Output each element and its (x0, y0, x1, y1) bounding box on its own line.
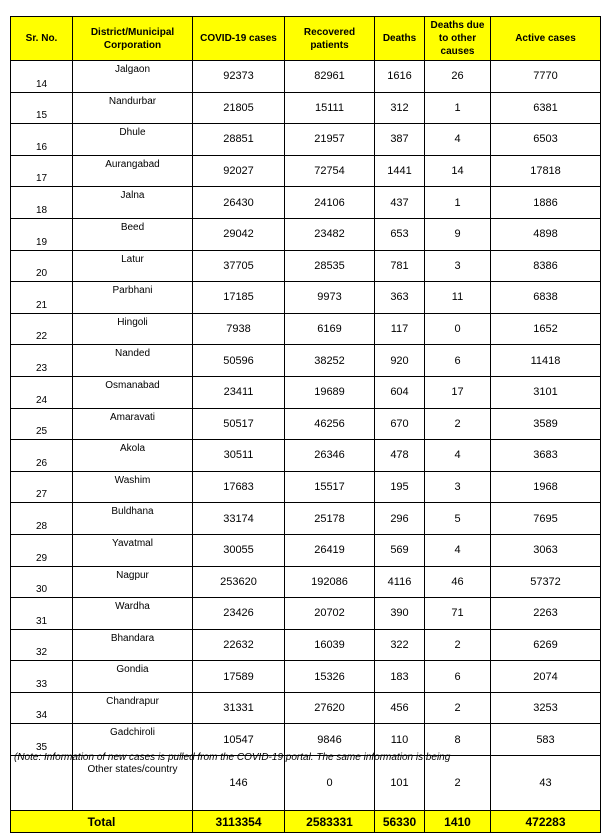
cell-cases: 146 (193, 756, 285, 811)
cell-deaths: 1441 (375, 155, 425, 187)
cell-sr-no: 30 (11, 566, 73, 598)
cell-active: 7770 (491, 61, 601, 93)
cell-cases: 30511 (193, 440, 285, 472)
cell-sr-no: 35 (11, 724, 73, 756)
cell-cases: 29042 (193, 218, 285, 250)
cell-district: Akola (73, 440, 193, 472)
table-row (11, 661, 601, 693)
cell-district: Wardha (73, 598, 193, 630)
cell-active: 8386 (491, 250, 601, 282)
total-other-deaths: 1410 (425, 811, 491, 833)
cell-recovered: 9846 (285, 724, 375, 756)
cell-deaths: 4116 (375, 566, 425, 598)
cell-recovered: 38252 (285, 345, 375, 377)
cell-sr-no: 16 (11, 124, 73, 156)
cell-sr-no: 25 (11, 408, 73, 440)
cell-active: 2074 (491, 661, 601, 693)
cell-recovered: 25178 (285, 503, 375, 535)
table-row (11, 376, 601, 408)
cell-deaths: 117 (375, 313, 425, 345)
cell-active: 17818 (491, 155, 601, 187)
cell-sr-no: 32 (11, 629, 73, 661)
cell-active: 3589 (491, 408, 601, 440)
cell-recovered: 9973 (285, 282, 375, 314)
cell-cases: 17589 (193, 661, 285, 693)
table-row (11, 534, 601, 566)
cell-recovered: 20702 (285, 598, 375, 630)
total-deaths: 56330 (375, 811, 425, 833)
table-row (11, 471, 601, 503)
cell-recovered: 15326 (285, 661, 375, 693)
cell-recovered: 15517 (285, 471, 375, 503)
cell-recovered: 26346 (285, 440, 375, 472)
cell-deaths: 322 (375, 629, 425, 661)
cell-district: Aurangabad (73, 155, 193, 187)
cell-cases: 253620 (193, 566, 285, 598)
cell-district: Nanded (73, 345, 193, 377)
cell-recovered: 27620 (285, 692, 375, 724)
cell-other-deaths: 3 (425, 471, 491, 503)
cell-deaths: 312 (375, 92, 425, 124)
header-deaths: Deaths (375, 17, 425, 61)
table-row (11, 566, 601, 598)
cell-cases: 21805 (193, 92, 285, 124)
cell-cases: 23426 (193, 598, 285, 630)
table-row (11, 598, 601, 630)
header-other-deaths: Deaths due to other causes (425, 17, 491, 61)
cell-recovered: 6169 (285, 313, 375, 345)
cell-deaths: 478 (375, 440, 425, 472)
cell-district: Gondia (73, 661, 193, 693)
cell-active: 1968 (491, 471, 601, 503)
cell-other-deaths: 71 (425, 598, 491, 630)
cell-recovered: 21957 (285, 124, 375, 156)
cell-deaths: 653 (375, 218, 425, 250)
cell-other-deaths: 2 (425, 692, 491, 724)
cell-cases: 17185 (193, 282, 285, 314)
cell-sr-no: 24 (11, 376, 73, 408)
table-row (11, 440, 601, 472)
header-recovered: Recovered patients (285, 17, 375, 61)
table-row (11, 345, 601, 377)
cell-sr-no: 34 (11, 692, 73, 724)
cell-other-deaths: 3 (425, 250, 491, 282)
header-active: Active cases (491, 17, 601, 61)
cell-cases: 50517 (193, 408, 285, 440)
cell-active: 57372 (491, 566, 601, 598)
table-body (11, 61, 601, 811)
cell-district: Beed (73, 218, 193, 250)
cell-active: 3683 (491, 440, 601, 472)
cell-other-deaths: 11 (425, 282, 491, 314)
table-row (11, 92, 601, 124)
cell-active: 7695 (491, 503, 601, 535)
cell-other-deaths: 9 (425, 218, 491, 250)
cell-district: Amaravati (73, 408, 193, 440)
cell-recovered: 0 (285, 756, 375, 811)
cell-sr-no: 15 (11, 92, 73, 124)
cell-deaths: 604 (375, 376, 425, 408)
cell-district: Osmanabad (73, 376, 193, 408)
table-row (11, 408, 601, 440)
cell-cases: 28851 (193, 124, 285, 156)
cell-active: 1886 (491, 187, 601, 219)
table-row (11, 124, 601, 156)
cell-district: Dhule (73, 124, 193, 156)
footnote: (Note: Information of new cases is pulled from the COVID-19 portal. The same information is being (14, 752, 451, 763)
cell-sr-no: 18 (11, 187, 73, 219)
cell-other-deaths: 46 (425, 566, 491, 598)
table-row (11, 313, 601, 345)
cell-active: 6269 (491, 629, 601, 661)
cell-other-deaths: 26 (425, 61, 491, 93)
cell-other-deaths: 2 (425, 756, 491, 811)
cell-other-deaths: 2 (425, 629, 491, 661)
cell-sr-no (11, 756, 73, 811)
header-sr-no: Sr. No. (11, 17, 73, 61)
cell-district: Jalna (73, 187, 193, 219)
total-row (11, 811, 601, 833)
table-row (11, 187, 601, 219)
cell-sr-no: 23 (11, 345, 73, 377)
covid-district-table (10, 16, 601, 833)
cell-active: 2263 (491, 598, 601, 630)
cell-sr-no: 22 (11, 313, 73, 345)
table-row (11, 250, 601, 282)
cell-other-deaths: 5 (425, 503, 491, 535)
cell-sr-no: 27 (11, 471, 73, 503)
cell-district: Jalgaon (73, 61, 193, 93)
cell-sr-no: 21 (11, 282, 73, 314)
cell-other-deaths: 2 (425, 408, 491, 440)
cell-other-deaths: 8 (425, 724, 491, 756)
cell-district: Hingoli (73, 313, 193, 345)
cell-recovered: 24106 (285, 187, 375, 219)
table-row (11, 724, 601, 756)
cell-deaths: 569 (375, 534, 425, 566)
cell-other-deaths: 4 (425, 440, 491, 472)
table-row (11, 155, 601, 187)
table-row (11, 692, 601, 724)
cell-deaths: 101 (375, 756, 425, 811)
total-cases: 3113354 (193, 811, 285, 833)
cell-district: Nandurbar (73, 92, 193, 124)
cell-active: 3101 (491, 376, 601, 408)
table-row (11, 61, 601, 93)
cell-cases: 22632 (193, 629, 285, 661)
cell-district: Yavatmal (73, 534, 193, 566)
header-cases: COVID-19 cases (193, 17, 285, 61)
cell-deaths: 781 (375, 250, 425, 282)
table-header (11, 17, 601, 61)
cell-district: Parbhani (73, 282, 193, 314)
cell-district: Other states/country (73, 756, 193, 811)
cell-active: 1652 (491, 313, 601, 345)
cell-cases: 23411 (193, 376, 285, 408)
cell-cases: 7938 (193, 313, 285, 345)
cell-other-deaths: 1 (425, 187, 491, 219)
cell-cases: 92027 (193, 155, 285, 187)
cell-district: Nagpur (73, 566, 193, 598)
cell-recovered: 28535 (285, 250, 375, 282)
cell-deaths: 195 (375, 471, 425, 503)
cell-sr-no: 29 (11, 534, 73, 566)
cell-cases: 10547 (193, 724, 285, 756)
cell-cases: 33174 (193, 503, 285, 535)
cell-recovered: 23482 (285, 218, 375, 250)
cell-other-deaths: 0 (425, 313, 491, 345)
cell-sr-no: 26 (11, 440, 73, 472)
total-active: 472283 (491, 811, 601, 833)
table-row (11, 503, 601, 535)
cell-cases: 31331 (193, 692, 285, 724)
cell-recovered: 72754 (285, 155, 375, 187)
cell-deaths: 920 (375, 345, 425, 377)
table-row (11, 282, 601, 314)
cell-cases: 92373 (193, 61, 285, 93)
cell-other-deaths: 1 (425, 92, 491, 124)
cell-sr-no: 31 (11, 598, 73, 630)
cell-cases: 37705 (193, 250, 285, 282)
cell-district: Bhandara (73, 629, 193, 661)
cell-other-deaths: 6 (425, 345, 491, 377)
cell-active: 583 (491, 724, 601, 756)
cell-district: Latur (73, 250, 193, 282)
cell-active: 43 (491, 756, 601, 811)
cell-recovered: 192086 (285, 566, 375, 598)
total-recovered: 2583331 (285, 811, 375, 833)
cell-sr-no: 17 (11, 155, 73, 187)
cell-recovered: 19689 (285, 376, 375, 408)
cell-active: 4898 (491, 218, 601, 250)
header-district: District/Municipal Corporation (73, 17, 193, 61)
cell-other-deaths: 4 (425, 124, 491, 156)
cell-deaths: 110 (375, 724, 425, 756)
total-label: Total (11, 811, 193, 833)
table-row (11, 756, 601, 811)
cell-sr-no: 20 (11, 250, 73, 282)
table-row (11, 218, 601, 250)
cell-deaths: 363 (375, 282, 425, 314)
cell-recovered: 82961 (285, 61, 375, 93)
cell-district: Buldhana (73, 503, 193, 535)
cell-other-deaths: 6 (425, 661, 491, 693)
cell-deaths: 1616 (375, 61, 425, 93)
cell-active: 11418 (491, 345, 601, 377)
cell-sr-no: 14 (11, 61, 73, 93)
cell-other-deaths: 4 (425, 534, 491, 566)
cell-deaths: 296 (375, 503, 425, 535)
cell-deaths: 456 (375, 692, 425, 724)
header-row (11, 17, 601, 61)
cell-active: 6381 (491, 92, 601, 124)
cell-deaths: 387 (375, 124, 425, 156)
cell-deaths: 390 (375, 598, 425, 630)
cell-sr-no: 19 (11, 218, 73, 250)
cell-recovered: 46256 (285, 408, 375, 440)
cell-active: 3063 (491, 534, 601, 566)
cell-cases: 26430 (193, 187, 285, 219)
cell-other-deaths: 17 (425, 376, 491, 408)
cell-deaths: 437 (375, 187, 425, 219)
cell-deaths: 183 (375, 661, 425, 693)
table-row (11, 629, 601, 661)
cell-sr-no: 33 (11, 661, 73, 693)
cell-recovered: 15111 (285, 92, 375, 124)
cell-district: Gadchiroli (73, 724, 193, 756)
cell-deaths: 670 (375, 408, 425, 440)
cell-cases: 50596 (193, 345, 285, 377)
cell-district: Chandrapur (73, 692, 193, 724)
cell-recovered: 26419 (285, 534, 375, 566)
cell-active: 6503 (491, 124, 601, 156)
cell-active: 6838 (491, 282, 601, 314)
cell-district: Washim (73, 471, 193, 503)
cell-other-deaths: 14 (425, 155, 491, 187)
cell-cases: 30055 (193, 534, 285, 566)
cell-recovered: 16039 (285, 629, 375, 661)
cell-sr-no: 28 (11, 503, 73, 535)
cell-active: 3253 (491, 692, 601, 724)
table-footer (11, 811, 601, 833)
cell-cases: 17683 (193, 471, 285, 503)
